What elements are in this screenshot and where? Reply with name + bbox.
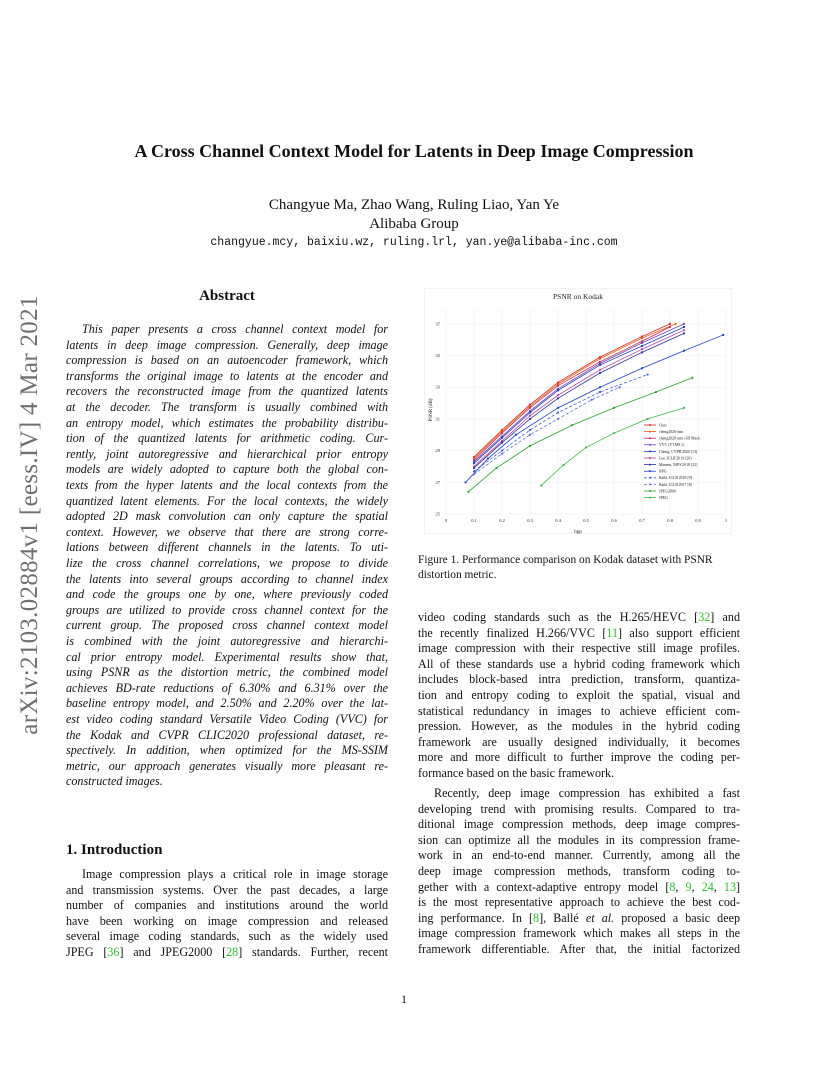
data-point	[557, 385, 559, 387]
data-point	[619, 386, 621, 388]
abstract-line: metric, our approach generates visually more pleasant re-	[66, 758, 388, 773]
paper-title: A Cross Channel Context Model for Latents in Deep Image Compression	[134, 141, 694, 161]
data-point	[473, 462, 475, 464]
abstract-line: texts from the hyper latents and the local contexts from the	[66, 478, 388, 492]
body-line: framework are usually designed individually, it becomes	[418, 734, 740, 749]
abstract-line: and code the groups one by one, where previously coded	[66, 587, 388, 602]
data-point	[599, 358, 601, 360]
data-point	[599, 391, 601, 393]
body-line: have been working on image compression and released	[66, 913, 388, 928]
body-line	[66, 945, 388, 961]
citation-link[interactable]: 13	[723, 879, 736, 894]
legend-entry: Ballé, ICLR'2018 [9]	[659, 476, 693, 481]
y-tick-label: 31	[435, 416, 440, 422]
x-tick-label: 0.3	[527, 518, 533, 523]
data-point	[501, 450, 503, 452]
text-run: ,	[691, 879, 702, 894]
psnr-kodak-chart	[424, 288, 732, 534]
data-point	[591, 399, 593, 401]
abstract-line: compression is based on an autoencoder framework, which	[66, 353, 388, 368]
author-emails: changyue.mcy, baixiu.wz, ruling.lrl, yan.ye@alibaba-inc.com	[210, 236, 618, 249]
arxiv-identifier: arXiv:2103.02884v1 [eess.IV] 4 Mar 2021	[16, 295, 43, 735]
data-point	[669, 326, 671, 328]
x-tick-label: 1	[724, 518, 728, 523]
legend-marker	[649, 431, 651, 433]
data-point	[585, 446, 587, 448]
body-line: pression. However, as the modules in the hybrid coding	[418, 719, 740, 734]
abstract-line: is combined with the joint autoregressive and hierarchi-	[66, 634, 388, 648]
affiliation: Alibaba Group	[369, 216, 459, 232]
citation-link[interactable]: 8	[669, 879, 676, 894]
legend-marker	[649, 437, 651, 439]
citation-link[interactable]: 8	[533, 910, 540, 925]
body-line: includes block-based intra prediction, transform, quantiza-	[418, 672, 740, 687]
abstract-line: context. However, we observe that there are strong corre-	[66, 524, 388, 539]
legend-entry: VVC (VTM9.1)	[659, 443, 685, 448]
author-names: Changyue Ma, Zhao Wang, Ruling Liao, Yan Ye	[268, 197, 560, 213]
legend-entry: BPG	[659, 469, 667, 474]
text-run: ]	[735, 879, 741, 894]
abstract-line: est video coding standard Versatile Video Coding (VVC) for	[66, 712, 388, 726]
body-line: sion can optimize all the modules in its compression frame-	[418, 832, 740, 847]
body-line: number of companies and institutions around the world	[66, 898, 388, 913]
legend-entry: Lee, ICLR'2019 [20]	[659, 456, 692, 461]
legend-marker	[649, 424, 651, 426]
body-line: statistical redundancy in images to achieve efficient com-	[418, 703, 740, 718]
legend-marker	[649, 464, 651, 466]
data-point	[647, 418, 649, 420]
body-line: several image coding standards, such as the widely used	[66, 929, 388, 944]
chart-frame	[424, 288, 732, 534]
legend-entry: Minnen, NIPS'2018 [22]	[659, 463, 698, 467]
data-point	[571, 424, 573, 426]
data-point	[599, 372, 601, 374]
data-point	[599, 369, 601, 371]
legend-marker	[649, 497, 651, 499]
data-point	[641, 351, 643, 353]
arxiv-side-stamp	[8, 290, 52, 740]
x-tick-label: 0.1	[471, 518, 477, 523]
body-line: tion and entropy coding to exploit the spatial, visual and	[418, 688, 740, 702]
legend-entry: Ours	[659, 423, 667, 428]
figure-caption: Figure 1. Performance comparison on Kodak dataset with PSNR distortion metric.	[418, 554, 713, 581]
body-line	[418, 610, 740, 626]
data-point	[529, 434, 531, 436]
section-heading-introduction: 1. Introduction	[66, 842, 163, 858]
data-point	[613, 432, 615, 434]
legend-marker	[649, 444, 651, 446]
data-point	[691, 377, 693, 379]
y-axis-label: PSNR (dB)	[429, 398, 434, 422]
data-point	[683, 329, 685, 331]
x-tick-label: 0.6	[611, 518, 617, 523]
citation-link[interactable]: 36	[107, 945, 120, 959]
text-run: ] standards. Further, recent	[238, 945, 388, 959]
data-point	[655, 391, 657, 393]
x-tick-label: 0.7	[639, 518, 645, 523]
data-point	[529, 411, 531, 413]
abstract-line: transforms the original image to latents at the encoder and	[66, 368, 388, 383]
text-run: ing performance. In [	[418, 910, 534, 925]
data-point	[501, 442, 503, 444]
data-point	[563, 464, 565, 466]
body-line	[418, 626, 740, 642]
body-line: image compression with their respective still image profiles.	[418, 641, 740, 656]
data-point	[641, 348, 643, 350]
body-line: work in an end-to-end manner. Currently, among all the	[418, 848, 740, 863]
page-number: 1	[401, 992, 407, 1006]
text-run: ] also support efficient	[618, 625, 740, 640]
body-line: developing trend with promising results. Compared to tra-	[418, 801, 740, 816]
data-point	[683, 323, 685, 325]
data-point	[473, 470, 475, 472]
body-line: formance based on the basic framework.	[418, 766, 615, 780]
data-point	[540, 484, 542, 486]
y-tick-label: 35	[435, 353, 440, 359]
text-run-italic: et al.	[585, 910, 615, 925]
data-point	[501, 432, 503, 434]
abstract-line: quantized latent elements. For the local contexts, the widely	[66, 493, 388, 508]
x-tick-label: 0.2	[499, 518, 505, 523]
data-point	[599, 386, 601, 388]
data-point	[557, 389, 559, 391]
legend-entry: Cheng, CVPR'2020 [13]	[659, 449, 698, 454]
data-point	[529, 429, 531, 431]
abstract-line: baseline entropy model, and 2.50% and 2.20% over the lat-	[66, 696, 388, 711]
data-point	[683, 407, 685, 409]
text-run: proposed a basic deep	[614, 910, 741, 925]
abstract-line: models are widely adopted to capture both the global con-	[66, 462, 388, 477]
x-tick-label: 0.4	[555, 518, 561, 523]
abstract-line: spectively. In addition, when optimized for the MS-SSIM	[66, 743, 388, 758]
x-tick-label: 0.9	[695, 518, 701, 523]
body-line: and transmission systems. Over the past decades, a large	[66, 882, 388, 897]
body-line: framework differentiable. After that, the initial factorized	[418, 942, 740, 956]
data-point	[683, 326, 685, 328]
legend-marker	[649, 477, 651, 479]
body-line	[418, 911, 740, 927]
y-tick-label: 37	[435, 321, 440, 327]
text-run: video coding standards such as the H.265/HEVC [	[418, 610, 699, 624]
abstract-line: tion of the quantized latents for arithmetic coding. Cur-	[66, 431, 388, 446]
text-run: ], Ballé	[539, 910, 586, 925]
abstract-heading: Abstract	[199, 288, 255, 304]
data-point	[641, 342, 643, 344]
data-point	[473, 467, 475, 469]
text-run: ,	[675, 879, 686, 894]
legend-entry: JPEG	[659, 496, 668, 500]
data-point	[683, 350, 685, 352]
abstract-line: at the decoder. The transform is usually combined with	[66, 400, 388, 414]
legend-marker	[649, 470, 651, 472]
legend-entry: JPEG2000	[659, 489, 676, 494]
data-point	[641, 337, 643, 339]
text-run: ] and	[710, 610, 740, 624]
data-point	[722, 334, 724, 336]
data-point	[487, 457, 489, 459]
body-line: Recently, deep image compression has exhibited a fast	[434, 786, 740, 800]
author-block	[60, 196, 768, 234]
data-point	[515, 434, 517, 436]
abstract-line: lations between different channels in the latents. To uti-	[66, 540, 388, 555]
legend-marker	[649, 483, 651, 485]
x-axis-label: bpp	[574, 530, 582, 534]
text-run: gether with a context-adaptive entropy model [	[418, 879, 670, 894]
data-point	[529, 445, 531, 447]
citation-link[interactable]: 28	[226, 945, 239, 959]
text-run: ,	[713, 879, 724, 894]
y-tick-label: 29	[435, 448, 440, 454]
abstract-line: rently, joint autoregressive and hierarchical prior entropy	[66, 446, 388, 461]
data-point	[557, 411, 559, 413]
data-point	[467, 491, 469, 493]
body-line: more and more difficult to further improve the coding per-	[418, 750, 740, 765]
data-point	[557, 418, 559, 420]
text-run: ] and JPEG2000 [	[119, 945, 227, 959]
data-point	[501, 437, 503, 439]
body-line: is the most representative approach to achieve the best cod-	[418, 895, 740, 910]
x-tick-label: 0.5	[583, 518, 589, 523]
legend-entry: cheng2020-attn+3D Mask	[659, 436, 700, 441]
body-line: ditional image compression methods, deep image compres-	[418, 817, 740, 832]
data-point	[557, 397, 559, 399]
text-run: the recently finalized H.266/VVC [	[418, 625, 607, 640]
x-tick-label: 0.8	[667, 518, 673, 523]
data-point	[641, 367, 643, 369]
data-point	[557, 407, 559, 409]
abstract-line: constructed images.	[66, 774, 163, 789]
data-point	[529, 415, 531, 417]
citation-link[interactable]: 11	[606, 625, 619, 640]
abstract-line: the Kodak and CVPR CLIC2020 professional dataset, re-	[66, 727, 388, 742]
abstract-line: achieves BD-rate reductions of 6.30% and 6.31% over the	[66, 680, 388, 695]
abstract-line: the latents into several groups according to channel index	[66, 571, 388, 586]
body-line: Image compression plays a critical role in image storage	[82, 867, 388, 881]
data-point	[599, 364, 601, 366]
abstract-line: adopted 2D mask convolution can only capture the spatial	[66, 509, 388, 524]
abstract-line: cal prior entropy model. Experimental results show that,	[66, 649, 388, 664]
abstract-line: recovers the reconstructed image from the quantized latents	[66, 384, 388, 399]
body-line: deep image compression methods, transform coding to-	[418, 864, 740, 878]
abstract-line: lize the cross channel correlations, we propose to divide	[66, 556, 388, 570]
abstract-line: This paper presents a cross channel context model for	[82, 322, 388, 336]
abstract-line: an entropy model, which estimates the probability distribu-	[66, 415, 388, 430]
y-tick-label: 25	[435, 511, 440, 517]
citation-link[interactable]: 32	[698, 610, 711, 624]
body-line: image compression framework which makes all steps in the	[418, 926, 740, 941]
data-point	[529, 407, 531, 409]
legend-entry: Ballé, ICLR'2017 [8]	[659, 482, 693, 487]
legend-marker	[649, 450, 651, 452]
body-line	[418, 880, 740, 896]
text-run: JPEG [	[66, 945, 108, 959]
chart-title: PSNR on Kodak	[552, 292, 604, 301]
data-point	[557, 394, 559, 396]
data-point	[529, 418, 531, 420]
legend-entry: cheng2020-attn	[659, 430, 684, 434]
data-point	[675, 323, 677, 325]
legend-marker	[649, 457, 651, 459]
y-tick-label: 33	[435, 384, 440, 390]
abstract-line: latents in deep image compression. Generally, deep image	[66, 337, 388, 352]
data-point	[641, 345, 643, 347]
data-point	[495, 467, 497, 469]
data-point	[669, 323, 671, 325]
data-point	[647, 373, 649, 375]
x-tick-label: 0	[444, 518, 448, 523]
legend-marker	[649, 490, 651, 492]
abstract-line: using PSNR as the distortion metric, the combined model	[66, 665, 388, 680]
citation-link[interactable]: 9	[685, 879, 692, 894]
data-point	[465, 481, 467, 483]
abstract-line: groups are utilized to provide cross channel context for the	[66, 602, 388, 617]
data-point	[683, 332, 685, 334]
data-point	[501, 453, 503, 455]
y-tick-label: 27	[435, 479, 440, 485]
citation-link[interactable]: 24	[701, 879, 714, 894]
body-line: All of these standards use a hybrid coding framework which	[418, 656, 740, 671]
data-point	[613, 407, 615, 409]
abstract-line: current group. The proposed cross channel context model	[66, 618, 388, 633]
data-point	[473, 473, 475, 475]
